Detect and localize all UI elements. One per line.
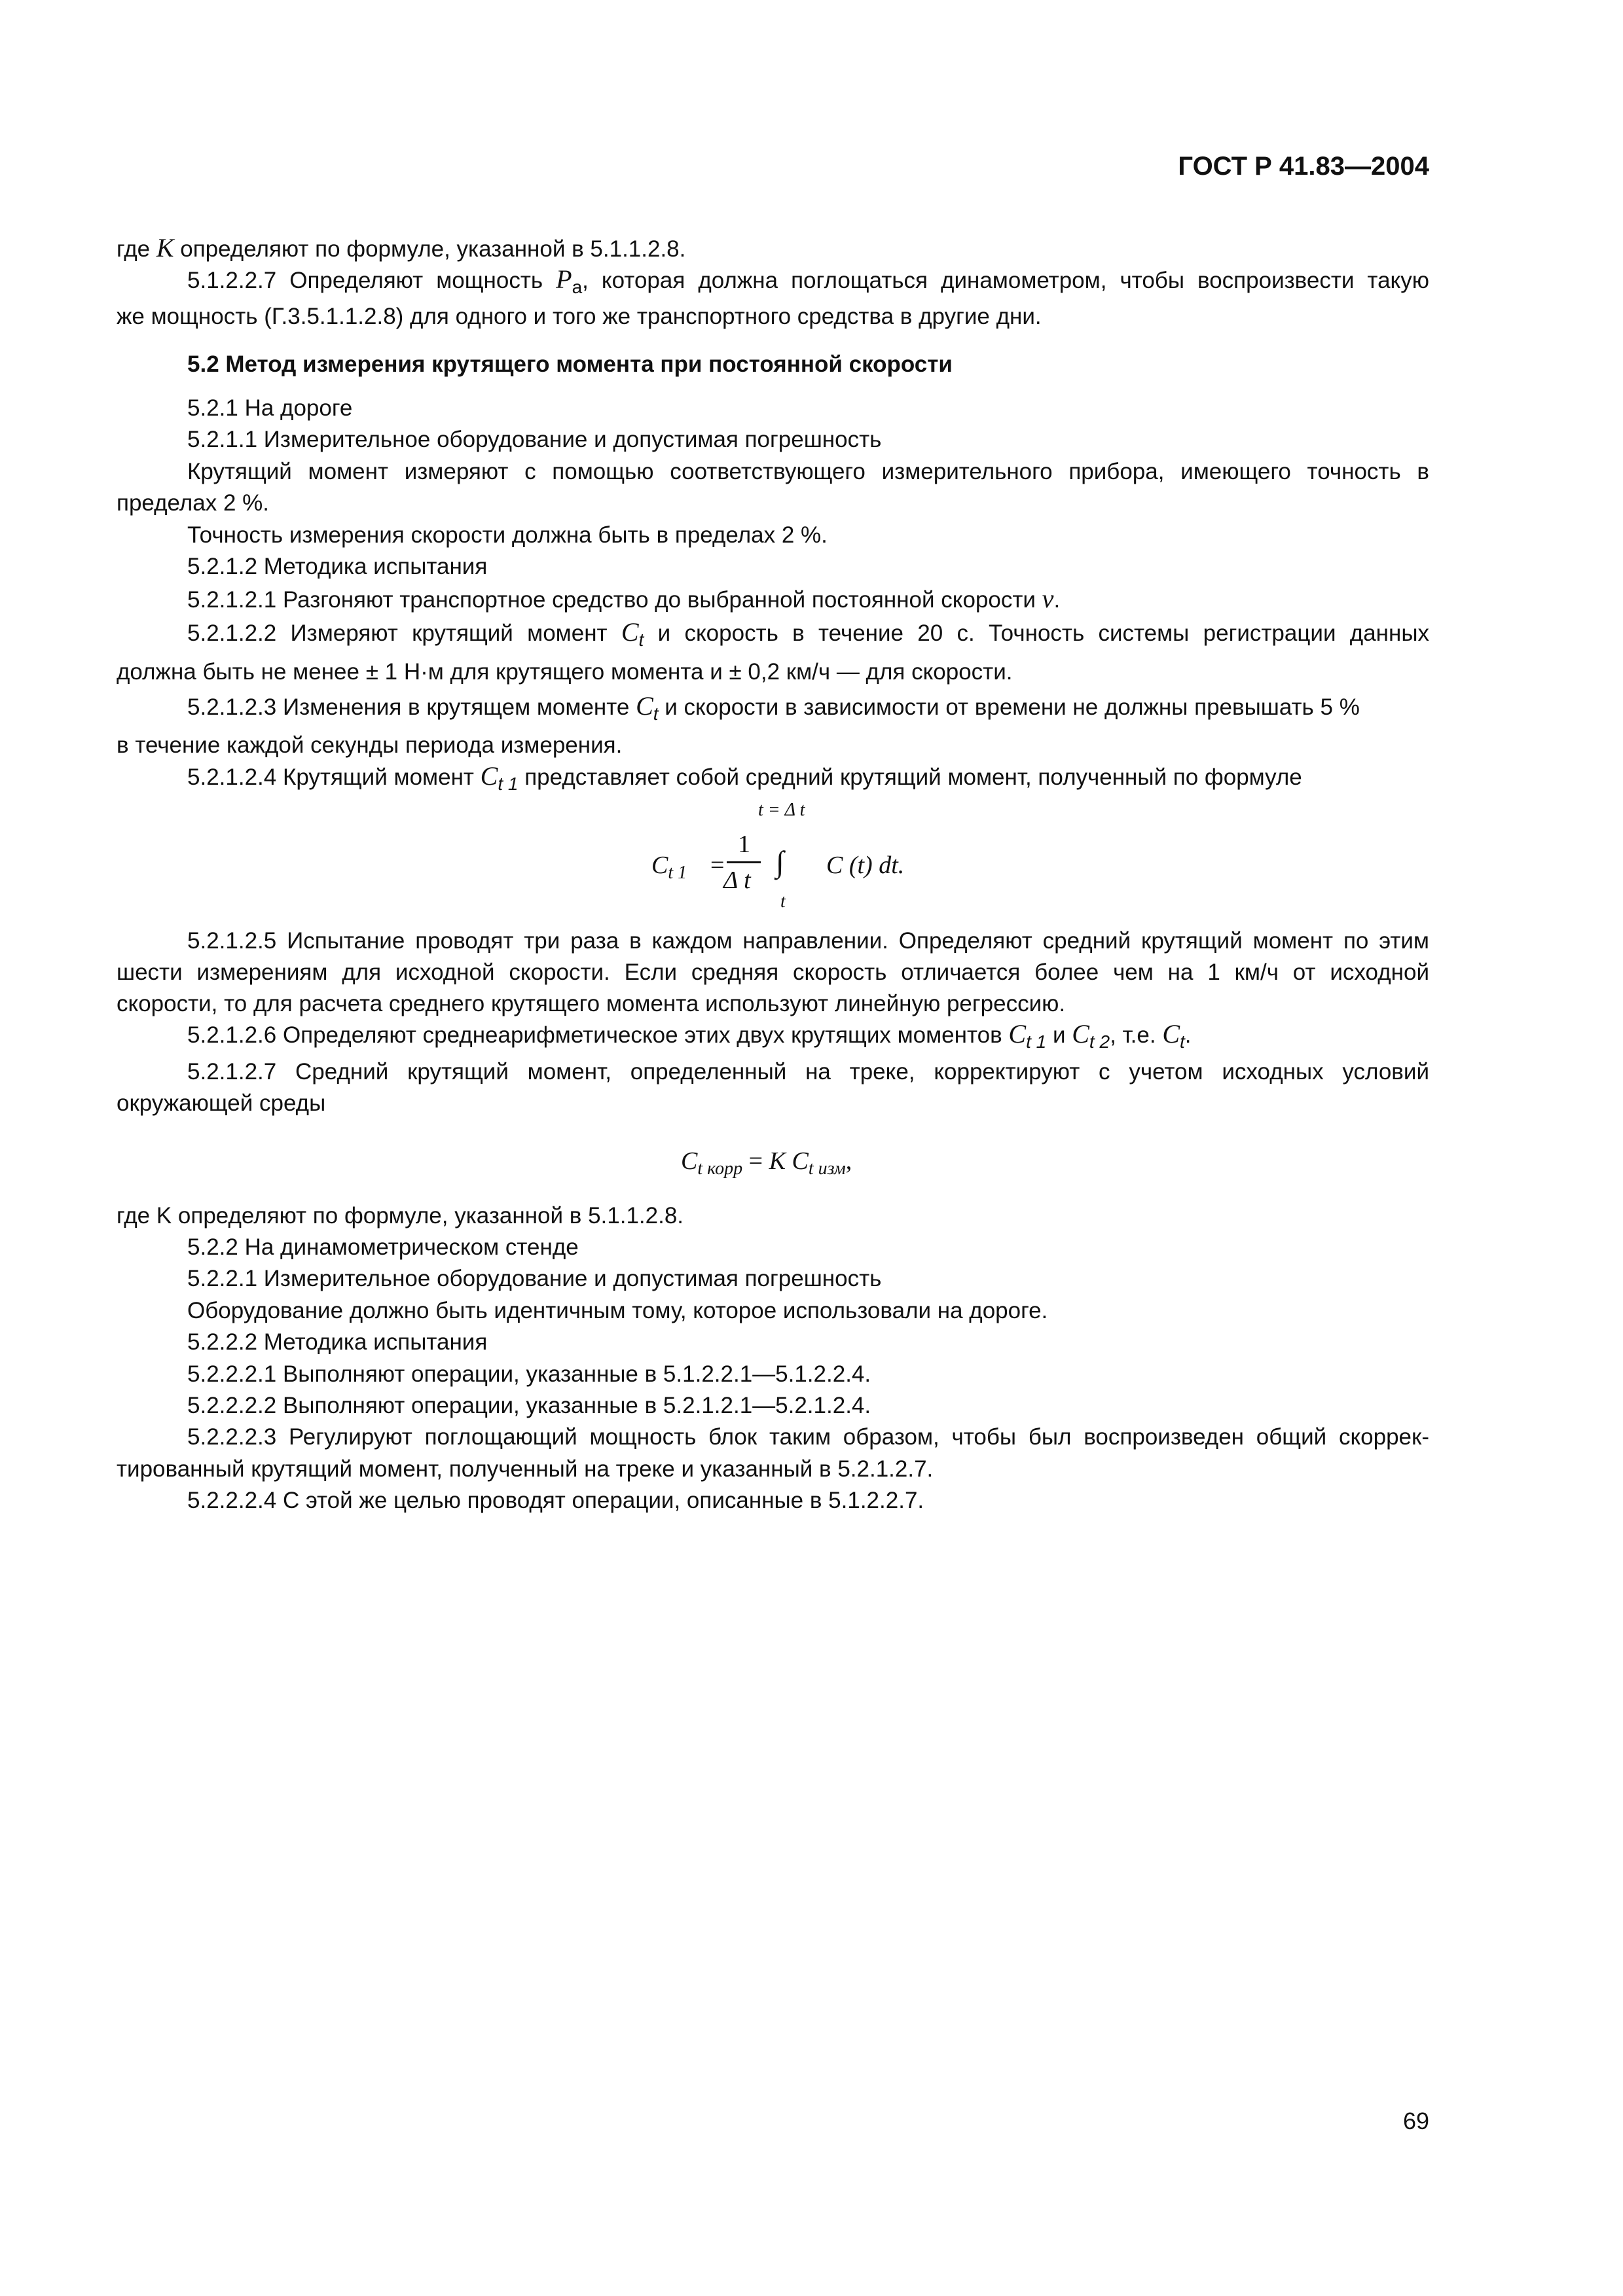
symbol-v: v xyxy=(1042,584,1054,613)
formula1-equals: = xyxy=(710,852,725,879)
paragraph-5-2-1-2-2: 5.2.1.2.2 Измеряют крутящий момент $C_t$ и скорость в течение 20 с. Точность системы регистрации данных xyxy=(187,617,1429,650)
section-heading-5-2: 5.2 Метод измерения крутящего момента при постоянной скорости xyxy=(187,351,953,377)
document-header: ГОСТ Р 41.83—2004 xyxy=(1178,152,1429,181)
subsection-5-2-1: 5.2.1 На дороге xyxy=(187,395,353,421)
formula1-integrand: C (t) dt. xyxy=(826,852,905,879)
paragraph-torque-l2: пределах 2 %. xyxy=(117,490,269,516)
paragraph-where-k: где K определяют по формуле, указанной в 5.1.1.2.8. xyxy=(117,233,686,262)
paragraph-torque-l1: Крутящий момент измеряют с помощью соответствующего измерительного прибора, имеющего точность в xyxy=(187,459,1429,484)
paragraph-5-2-1-2-5-l3: скорости, то для расчета среднего крутящего момента используют линейную регрессию. xyxy=(117,991,1066,1016)
formula1-denominator: Δ t xyxy=(723,867,751,894)
formula-ct-corr: $C_{t корр} = K$ $C_{t изм}$, xyxy=(681,1147,852,1179)
symbol-ct: C xyxy=(621,617,639,647)
paragraph-5-2-2-2-1: 5.2.2.2.1 Выполняют операции, указанные в 5.1.2.2.1—5.1.2.2.4. xyxy=(187,1361,871,1387)
paragraph-5-1-2-2-7-cont: же мощность (Г.3.5.1.1.2.8) для одного и того же транспортного средства в другие дни. xyxy=(117,304,1042,329)
paragraph-5-2-1-2-7-l1: 5.2.1.2.7 Средний крутящий момент, определенный на треке, корректируют с учетом исходных условий xyxy=(187,1059,1429,1085)
paragraph-5-1-2-2-7: 5.1.2.2.7 Определяют мощность $P_а$, которая должна поглощаться динамометром, чтобы воспроизвести такую xyxy=(187,264,1429,297)
paragraph-5-2-1-2-3-cont: в течение каждой секунды периода измерения. xyxy=(117,732,623,758)
subsection-5-2-2-1: 5.2.2.1 Измерительное оборудование и допустимая погрешность xyxy=(187,1266,882,1291)
paragraph-5-2-1-2-5-l2: шести измерениям для исходной скорости. Если средняя скорость отличается более чем на 1 км/ч от исходной xyxy=(117,960,1429,985)
symbol-p: P xyxy=(556,264,572,294)
paragraph-5-2-1-2-7-l2: окружающей среды xyxy=(117,1090,326,1116)
formula1-lhs: $C_{t 1}$ xyxy=(651,852,687,883)
symbol-ct1: C xyxy=(480,761,498,791)
symbol-ct: C xyxy=(636,691,653,721)
formula1-numerator: 1 xyxy=(738,831,750,858)
paragraph-5-2-1-2-6: 5.2.1.2.6 Определяют среднеарифметическое этих двух крутящих моментов $C_{t 1}$ и $C_{t 2}$, т.е. $C_t$. xyxy=(187,1019,1192,1052)
paragraph-5-2-2-2-4: 5.2.2.2.4 С этой же целью проводят операции, описанные в 5.1.2.2.7. xyxy=(187,1488,924,1513)
subsection-5-2-1-2: 5.2.1.2 Методика испытания xyxy=(187,554,488,579)
paragraph-speed: Точность измерения скорости должна быть в пределах 2 %. xyxy=(187,522,828,548)
paragraph-5-2-1-2-5-l1: 5.2.1.2.5 Испытание проводят три раза в каждом направлении. Определяют средний крутящий момент по этим xyxy=(187,928,1429,954)
subsection-5-2-2: 5.2.2 На динамометрическом стенде xyxy=(187,1234,579,1260)
fraction-bar xyxy=(727,861,761,863)
page-number: 69 xyxy=(1402,2108,1429,2134)
paragraph-5-2-1-2-2-cont: должна быть не менее ± 1 Н·м для крутящего момента и ± 0,2 км/ч — для скорости. xyxy=(117,659,1013,685)
paragraph-5-2-1-2-4: 5.2.1.2.4 Крутящий момент $C_{t 1}$ представляет собой средний крутящий момент, полученный по формуле xyxy=(187,761,1302,794)
integral-sign: ∫ xyxy=(776,845,784,878)
subsection-5-2-2-2: 5.2.2.2 Методика испытания xyxy=(187,1329,488,1355)
paragraph-5-2-1-2-1: 5.2.1.2.1 Разгоняют транспортное средство до выбранной постоянной скорости v. xyxy=(187,584,1061,613)
paragraph-5-2-2-2-3-l1: 5.2.2.2.3 Регулируют поглощающий мощность блок таким образом, чтобы был воспроизведен общий скоррек- xyxy=(187,1424,1429,1450)
paragraph-5-2-2-2-3-l2: тированный крутящий момент, полученный на треке и указанный в 5.2.1.2.7. xyxy=(117,1456,934,1482)
integral-upper-limit: t = Δ t xyxy=(758,800,805,820)
paragraph-equipment: Оборудование должно быть идентичным тому, которое использовали на дороге. xyxy=(187,1298,1048,1323)
symbol-k: K xyxy=(156,233,174,262)
subsection-5-2-1-1: 5.2.1.1 Измерительное оборудование и допустимая погрешность xyxy=(187,427,882,452)
paragraph-5-2-1-2-3: 5.2.1.2.3 Изменения в крутящем моменте $C_t$ и скорости в зависимости от времени не должны превышать 5 % xyxy=(187,691,1360,724)
integral-lower-limit: t xyxy=(780,891,786,912)
paragraph-where-k-2: где K определяют по формуле, указанной в 5.1.1.2.8. xyxy=(117,1203,684,1229)
paragraph-5-2-2-2-2: 5.2.2.2.2 Выполняют операции, указанные в 5.2.1.2.1—5.2.1.2.4. xyxy=(187,1393,871,1418)
